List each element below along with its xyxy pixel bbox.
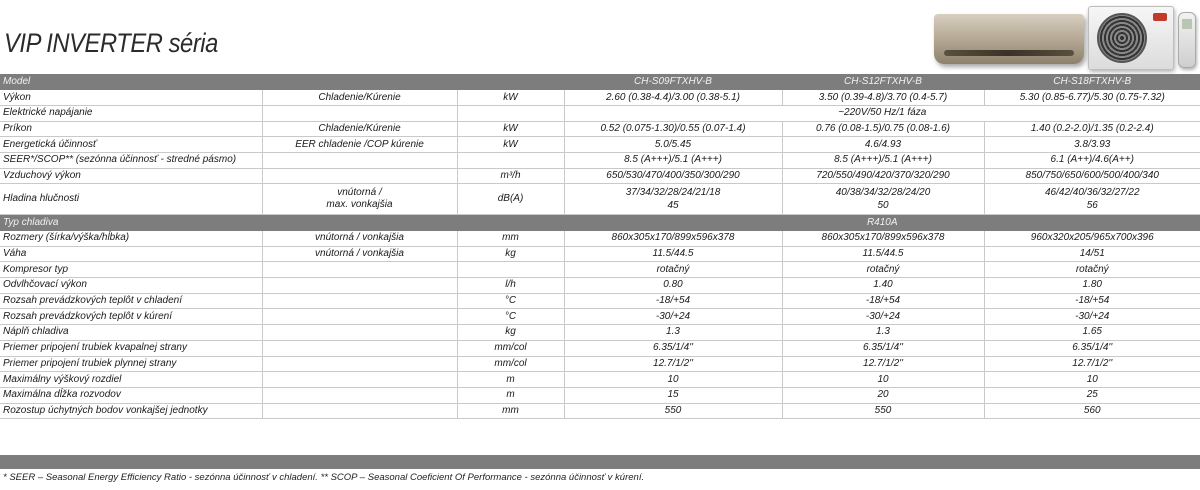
row-unit: kW (457, 90, 564, 106)
row-unit: kW (457, 121, 564, 137)
row-sublabel: EER chladenie /COP kúrenie (262, 137, 457, 153)
row-value-model-2: -18/+54 (782, 293, 984, 309)
row-value-model-2: 720/550/490/420/370/320/290 (782, 168, 984, 184)
noise-value-indoor: 46/42/40/36/32/27/22 (1044, 187, 1140, 199)
model-2: CH-S12FTXHV-B (782, 74, 984, 90)
row-value-model-1: 5.0/5.45 (564, 137, 782, 153)
row-sublabel (262, 309, 457, 325)
row-label: Elektrické napájanie (0, 105, 262, 121)
row-sublabel (262, 278, 457, 294)
row-sublabel: vnútorná / vonkajšia (262, 246, 457, 262)
row-unit: m (457, 387, 564, 403)
row-sublabel (262, 293, 457, 309)
remote-control-image (1178, 12, 1196, 68)
row-label: Kompresor typ (0, 262, 262, 278)
model-label: Model (0, 74, 564, 90)
row-value-model-1: 8.5 (A+++)/5.1 (A+++) (564, 152, 782, 168)
row-label: Odvlhčovací výkon (0, 278, 262, 294)
row-sublabel (262, 372, 457, 388)
row-label: Príkon (0, 121, 262, 137)
brand-logo (1153, 13, 1167, 21)
row-value-model-1: 2.60 (0.38-4.4)/3.00 (0.38-5.1) (564, 90, 782, 106)
table-row (0, 372, 1200, 388)
row-unit: l/h (457, 278, 564, 294)
row-value-model-2: -30/+24 (782, 309, 984, 325)
row-value-model-2 (782, 184, 984, 215)
row-unit: kg (457, 325, 564, 341)
row-value-model-2: 8.5 (A+++)/5.1 (A+++) (782, 152, 984, 168)
indoor-unit-image (934, 14, 1084, 64)
row-label: Energetická účinnosť (0, 137, 262, 153)
row-sublabel (262, 387, 457, 403)
noise-value-indoor: 40/38/34/32/28/24/20 (835, 187, 931, 199)
table-row (0, 387, 1200, 403)
row-value-model-1: 12.7/1/2'' (564, 356, 782, 372)
row-value-model-2: 10 (782, 372, 984, 388)
row-value-model-2: 20 (782, 387, 984, 403)
row-sublabel: Chladenie/Kúrenie (262, 121, 457, 137)
row-value-model-1: 15 (564, 387, 782, 403)
row-unit: mm (457, 231, 564, 247)
row-value-model-1: 0.80 (564, 278, 782, 294)
row-value-model-2: 12.7/1/2'' (782, 356, 984, 372)
row-value-model-3: 1.80 (984, 278, 1200, 294)
row-value-model-3: 1.65 (984, 325, 1200, 341)
spec-table (0, 74, 1200, 419)
row-sublabel: vnútorná / vonkajšia (262, 231, 457, 247)
row-label: Priemer pripojení trubiek plynnej strany (0, 356, 262, 372)
row-label: Maximálna dĺžka rozvodov (0, 387, 262, 403)
table-row (0, 293, 1200, 309)
row-label: Vzduchový výkon (0, 168, 262, 184)
row-value-model-3: 850/750/650/600/500/400/340 (984, 168, 1200, 184)
row-unit: kg (457, 246, 564, 262)
outdoor-unit-image (1088, 6, 1174, 70)
table-row (0, 309, 1200, 325)
remote-screen (1182, 19, 1192, 29)
row-value-model-3: 3.8/3.93 (984, 137, 1200, 153)
row-unit: mm (457, 403, 564, 419)
table-row (0, 168, 1200, 184)
row-sublabel (262, 184, 457, 215)
row-unit: mm/col (457, 356, 564, 372)
row-value-model-3: 560 (984, 403, 1200, 419)
row-value-model-3: 5.30 (0.85-6.77)/5.30 (0.75-7.32) (984, 90, 1200, 106)
indoor-unit-grille (944, 50, 1074, 56)
row-label: Výkon (0, 90, 262, 106)
noise-sub-line2: max. vonkajšia (326, 199, 393, 211)
row-value-model-1: 650/530/470/400/350/300/290 (564, 168, 782, 184)
model-1: CH-S09FTXHV-B (564, 74, 782, 90)
row-value-model-2: 1.3 (782, 325, 984, 341)
table-row (0, 152, 1200, 168)
row-label: Rozostup úchytných bodov vonkajšej jednotky (0, 403, 262, 419)
row-unit: m (457, 372, 564, 388)
bottom-bar (0, 455, 1200, 469)
row-value-model-2: 6.35/1/4'' (782, 340, 984, 356)
row-sublabel: Chladenie/Kúrenie (262, 90, 457, 106)
row-value-model-1: -30/+24 (564, 309, 782, 325)
noise-sub-line1: vnútorná / (337, 187, 382, 199)
table-row (0, 356, 1200, 372)
row-value-model-2: 550 (782, 403, 984, 419)
row-value-model-1: rotačný (564, 262, 782, 278)
row-value-model-1: 0.52 (0.075-1.30)/0.55 (0.07-1.4) (564, 121, 782, 137)
row-value-model-2: rotačný (782, 262, 984, 278)
row-value-model-3: rotačný (984, 262, 1200, 278)
refrigerant-value: R410A (564, 215, 1200, 231)
row-label: Rozsah prevádzkových teplôt v chladení (0, 293, 262, 309)
footnote: * SEER – Seasonal Energy Efficiency Ratio - sezónna účinnosť v chladení. ** SCOP – Seasonal Coeficient Of Performance - sezónna účinnosť v kúrení. (3, 472, 645, 483)
table-row-noise (0, 184, 1200, 215)
row-sublabel (262, 403, 457, 419)
row-unit (457, 105, 564, 121)
row-label: Rozmery (šírka/výška/hĺbka) (0, 231, 262, 247)
row-value-model-2: 11.5/44.5 (782, 246, 984, 262)
row-unit (457, 152, 564, 168)
table-row (0, 137, 1200, 153)
row-value-model-3: 6.1 (A++)/4.6(A++) (984, 152, 1200, 168)
row-sublabel (262, 340, 457, 356)
row-value-merged: ~220V/50 Hz/1 fáza (564, 105, 1200, 121)
row-label: Náplň chladiva (0, 325, 262, 341)
table-row (0, 278, 1200, 294)
row-value-model-1: 10 (564, 372, 782, 388)
row-value-model-1: 1.3 (564, 325, 782, 341)
row-unit: °C (457, 293, 564, 309)
noise-value-outdoor: 50 (877, 200, 889, 212)
row-label: Rozsah prevádzkových teplôt v kúrení (0, 309, 262, 325)
fan-icon (1097, 13, 1147, 63)
row-value-model-2: 4.6/4.93 (782, 137, 984, 153)
row-value-model-2: 3.50 (0.39-4.8)/3.70 (0.4-5.7) (782, 90, 984, 106)
row-value-model-3: 1.40 (0.2-2.0)/1.35 (0.2-2.4) (984, 121, 1200, 137)
model-header-row (0, 74, 1200, 90)
model-3: CH-S18FTXHV-B (984, 74, 1200, 90)
row-value-model-3 (984, 184, 1200, 215)
row-value-model-3: 6.35/1/4'' (984, 340, 1200, 356)
row-label: Váha (0, 246, 262, 262)
row-value-model-1 (564, 184, 782, 215)
table-row (0, 340, 1200, 356)
row-label: Priemer pripojení trubiek kvapalnej strany (0, 340, 262, 356)
row-value-model-2: 860x305x170/899x596x378 (782, 231, 984, 247)
table-row (0, 231, 1200, 247)
row-unit: m³/h (457, 168, 564, 184)
row-sublabel (262, 168, 457, 184)
row-value-model-3: -30/+24 (984, 309, 1200, 325)
row-value-model-3: 12.7/1/2'' (984, 356, 1200, 372)
row-value-model-2: 1.40 (782, 278, 984, 294)
row-value-model-2: 0.76 (0.08-1.5)/0.75 (0.08-1.6) (782, 121, 984, 137)
row-value-model-1: 550 (564, 403, 782, 419)
row-sublabel (262, 356, 457, 372)
row-unit: °C (457, 309, 564, 325)
row-unit: kW (457, 137, 564, 153)
row-sublabel (262, 325, 457, 341)
page-title: VIP INVERTER séria (4, 28, 218, 58)
refrigerant-label: Typ chladiva (0, 215, 564, 231)
table-row (0, 246, 1200, 262)
row-value-model-3: 14/51 (984, 246, 1200, 262)
noise-value-outdoor: 56 (1086, 200, 1098, 212)
table-row (0, 105, 1200, 121)
row-unit: mm/col (457, 340, 564, 356)
refrigerant-row (0, 215, 1200, 231)
table-row (0, 90, 1200, 106)
row-unit: dB(A) (457, 184, 564, 215)
table-row (0, 403, 1200, 419)
row-sublabel (262, 152, 457, 168)
row-sublabel (262, 262, 457, 278)
row-value-model-3: 25 (984, 387, 1200, 403)
row-sublabel (262, 105, 457, 121)
noise-value-indoor: 37/34/32/28/24/21/18 (625, 187, 721, 199)
table-row (0, 121, 1200, 137)
noise-value-outdoor: 45 (667, 200, 679, 212)
table-row (0, 325, 1200, 341)
table-row (0, 262, 1200, 278)
row-value-model-3: 10 (984, 372, 1200, 388)
row-value-model-1: 860x305x170/899x596x378 (564, 231, 782, 247)
row-value-model-1: -18/+54 (564, 293, 782, 309)
row-value-model-3: -18/+54 (984, 293, 1200, 309)
row-value-model-3: 960x320x205/965x700x396 (984, 231, 1200, 247)
row-label: SEER*/SCOP** (sezónna účinnosť - stredné pásmo) (0, 152, 262, 168)
row-unit (457, 262, 564, 278)
row-value-model-1: 11.5/44.5 (564, 246, 782, 262)
row-label: Maximálny výškový rozdiel (0, 372, 262, 388)
row-label: Hladina hlučnosti (0, 184, 262, 215)
row-value-model-1: 6.35/1/4'' (564, 340, 782, 356)
